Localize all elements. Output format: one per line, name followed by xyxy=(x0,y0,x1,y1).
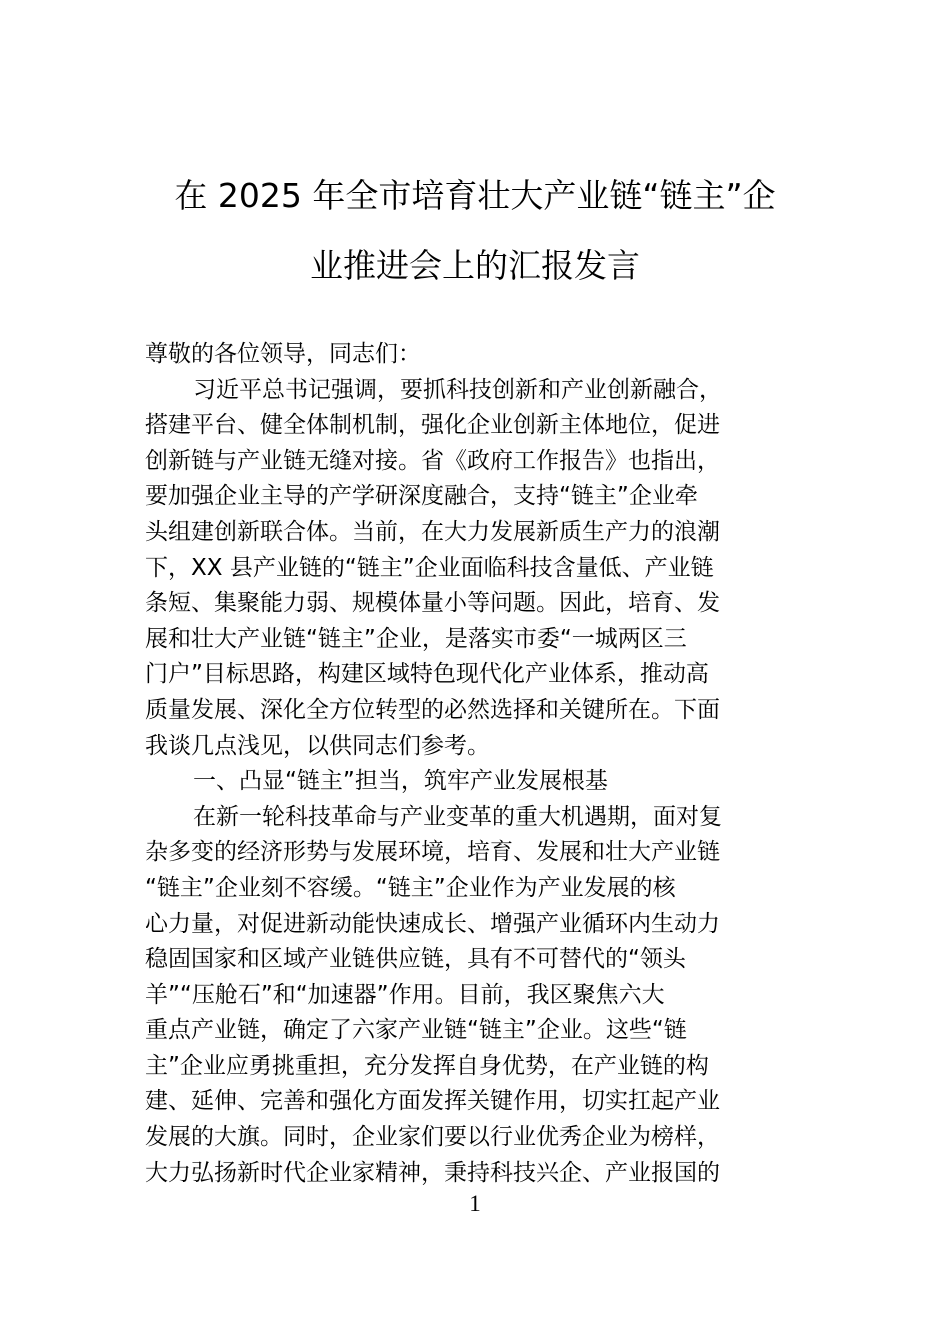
paragraph-2-line: 建、延伸、完善和强化方面发挥关键作用，切实扛起产业 xyxy=(145,1088,720,1115)
paragraph-2-line: 杂多变的经济形势与发展环境，培育、发展和壮大产业链 xyxy=(145,839,720,866)
paragraph-1-line: 要加强企业主导的产学研深度融合，支持“链主”企业牵 xyxy=(145,483,698,510)
paragraph-1-line: 展和壮大产业链“链主”企业，是落实市委“一城两区三 xyxy=(145,625,687,652)
document-title-line-2: 业推进会上的汇报发言 xyxy=(310,246,640,285)
paragraph-1-line: 创新链与产业链无缝对接。省《政府工作报告》也指出， xyxy=(145,447,720,474)
page-number: 1 xyxy=(469,1191,481,1216)
paragraph-1-line: 下，XX 县产业链的“链主”企业面临科技含量低、产业链 xyxy=(145,554,714,581)
paragraph-2-line: 羊”“压舱石”和“加速器”作用。目前，我区聚焦六大 xyxy=(145,981,665,1008)
paragraph-1-line: 门户”目标思路，构建区域特色现代化产业体系，推动高 xyxy=(145,661,709,688)
paragraph-2-line: 在新一轮科技革命与产业变革的重大机遇期，面对复 xyxy=(193,803,722,830)
paragraph-2-line: 心力量，对促进新动能快速成长、增强产业循环内生动力 xyxy=(145,910,720,937)
salutation: 尊敬的各位领导，同志们： xyxy=(145,341,421,367)
paragraph-2-line: “链主”企业刻不容缓。“链主”企业作为产业发展的核 xyxy=(145,874,676,901)
paragraph-2-line: 稳固国家和区域产业链供应链，具有不可替代的“领头 xyxy=(145,946,686,973)
paragraph-2-line: 大力弘扬新时代企业家精神，秉持科技兴企、产业报国的 xyxy=(145,1159,720,1186)
paragraph-2-line: 主”企业应勇挑重担，充分发挥自身优势，在产业链的构 xyxy=(145,1052,709,1079)
paragraph-2-line: 发展的大旗。同时，企业家们要以行业优秀企业为榜样， xyxy=(145,1124,720,1151)
paragraph-1-line: 质量发展、深化全方位转型的必然选择和关键所在。下面 xyxy=(145,696,720,723)
paragraph-2-line: 重点产业链，确定了六家产业链“链主”企业。这些“链 xyxy=(145,1017,687,1044)
document-title-line-1: 在 2025 年全市培育壮大产业链“链主”企 xyxy=(174,176,776,215)
paragraph-1-line: 我谈几点浅见，以供同志们参考。 xyxy=(145,732,490,759)
paragraph-1-line: 搭建平台、健全体制机制，强化企业创新主体地位，促进 xyxy=(145,412,720,439)
paragraph-1-line: 条短、集聚能力弱、规模体量小等问题。因此，培育、发 xyxy=(145,590,720,617)
document-body xyxy=(145,337,810,1191)
paragraph-1-line: 头组建创新联合体。当前，在大力发展新质生产力的浪潮 xyxy=(145,518,720,545)
section-1-heading: 一、凸显“链主”担当，筑牢产业发展根基 xyxy=(193,768,608,795)
paragraph-1-line: 习近平总书记强调，要抓科技创新和产业创新融合， xyxy=(193,376,722,403)
